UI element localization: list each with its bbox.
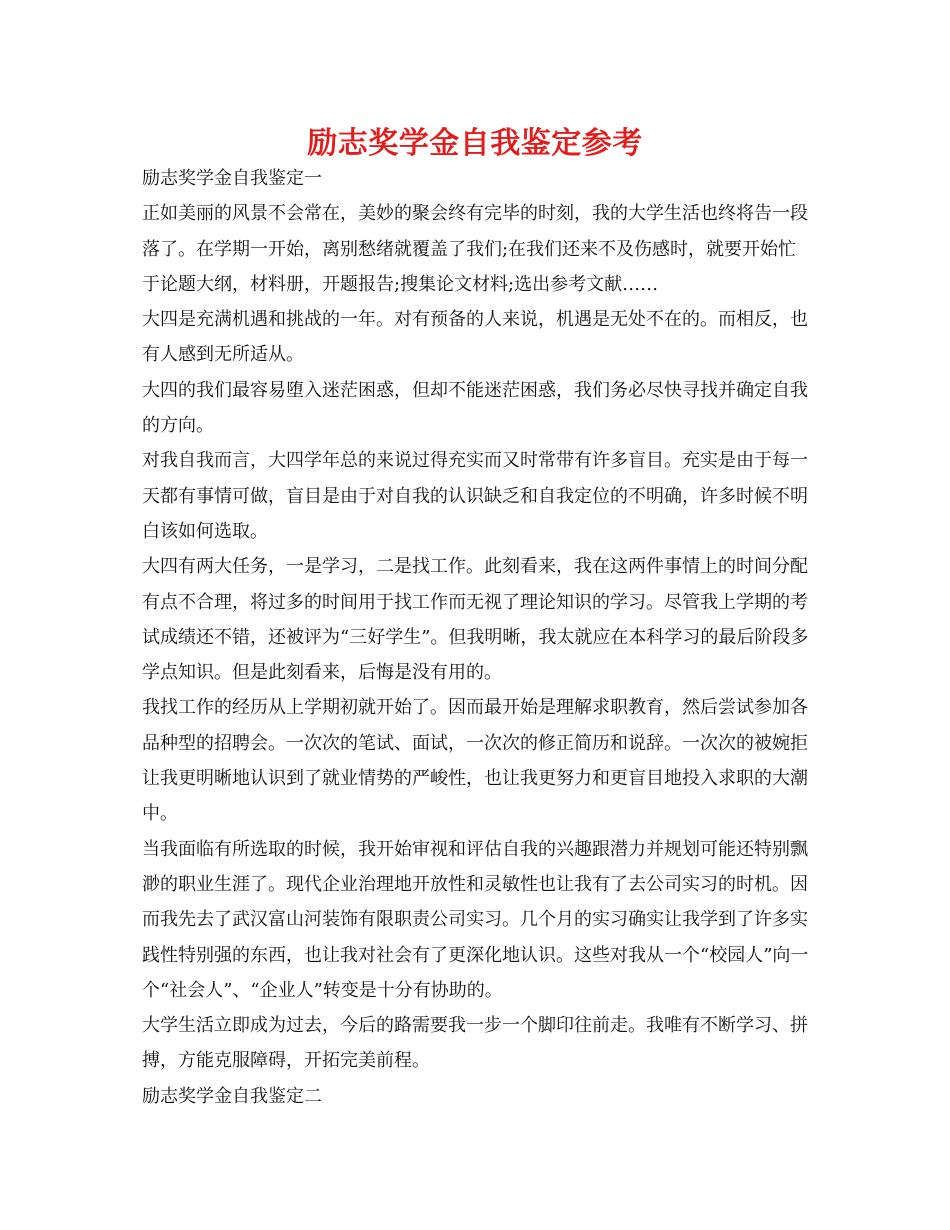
paragraph: 正如美丽的风景不会常在，美妙的聚会终有完毕的时刻，我的大学生活也终将告一段落了。在学期一开始，离别愁绪就覆盖了我们;在我们还来不及伤感时，就要开始忙于论题大纲，材料册，开题报告;搜集论文材料;选出参考文献…… [142,203,808,295]
section-two-heading: 励志奖学金自我鉴定二 [142,1085,322,1107]
paragraph: 大学生活立即成为过去，今后的路需要我一步一个脚印往前走。我唯有不断学习、拼搏，方能克服障碍，开拓完美前程。 [142,1015,808,1072]
document-body [142,161,814,1114]
paragraph: 大四是充满机遇和挑战的一年。对有预备的人来说，机遇是无处不在的。而相反，也有人感到无所适从。 [142,309,808,366]
paragraph: 我找工作的经历从上学期初就开始了。因而最开始是理解求职教育，然后尝试参加各品种型的招聘会。一次次的笔试、面试，一次次的修正简历和说辞。一次次的被婉拒让我更明晰地认识到了就业情势的严峻性，也让我更努力和更盲目地投入求职的大潮中。 [142,697,808,825]
paragraph: 对我自我而言，大四学年总的来说过得充实而又时常带有许多盲目。充实是由于每一天都有事情可做，盲目是由于对自我的认识缺乏和自我定位的不明确，许多时候不明白该如何选取。 [142,450,808,542]
paragraph: 大四的我们最容易堕入迷茫困惑，但却不能迷茫困惑，我们务必尽快寻找并确定自我的方向。 [142,379,808,437]
paragraph: 大四有两大任务，一是学习，二是找工作。此刻看来，我在这两件事情上的时间分配有点不合理，将过多的时间用于找工作而无视了理论知识的学习。尽管我上学期的考试成绩还不错，还被评为“三好学生”。但我明晰，我太就应在本科学习的最后阶段多学点知识。但是此刻看来，后悔是没有用的。 [142,556,809,684]
section-one-heading: 励志奖学金自我鉴定一 [142,168,322,189]
paragraph: 当我面临有所选取的时候，我开始审视和评估自我的兴趣跟潜力并规划可能还特别飘渺的职业生涯了。现代企业治理地开放性和灵敏性也让我有了去公司实习的时机。因而我先去了武汉富山河装饰有限职责公司实习。几个月的实习确实让我学到了许多实践性特别强的东西，也让我对社会有了更深化地认识。这些对我从一个“校园人”向一个“社会人”、“企业人”转变是十分有协助的。 [142,838,809,1001]
document-title: 励志奖学金自我鉴定参考 [307,126,643,161]
